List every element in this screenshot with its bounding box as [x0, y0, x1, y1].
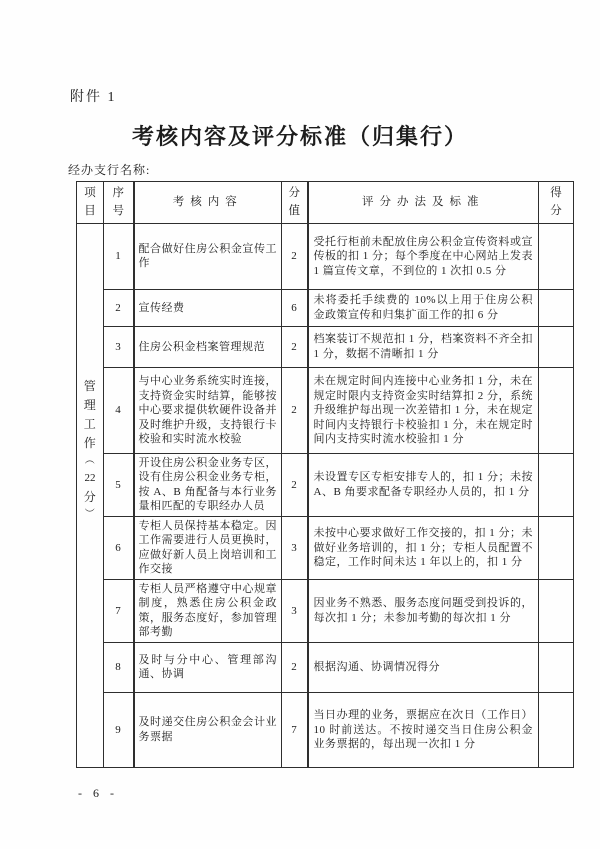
row-score: 7: [282, 692, 308, 767]
attachment-label: 附件 1: [70, 90, 117, 105]
category-cell-management: [77, 223, 104, 767]
row-points: [539, 453, 574, 516]
header-no: 序号: [104, 182, 134, 224]
row-no: 5: [104, 453, 134, 516]
row-content: 及时递交住房公积金会计业务票据: [134, 692, 282, 767]
assessment-table: [76, 181, 574, 768]
row-criteria: 未将委托手续费的 10%以上用于住房公积金政策宣传和归集扩面工作的扣 6 分: [308, 289, 539, 326]
header-content: 考核内容: [134, 182, 282, 224]
row-score: 2: [282, 453, 308, 516]
row-no: 4: [104, 367, 134, 453]
row-no: 7: [104, 579, 134, 642]
row-score: 2: [282, 642, 308, 692]
row-no: 3: [104, 326, 134, 367]
row-no: 6: [104, 516, 134, 579]
table-row: [77, 326, 574, 367]
row-points: [539, 289, 574, 326]
page-title: 考核内容及评分标准（归集行）: [131, 124, 468, 149]
row-score: 6: [282, 289, 308, 326]
row-no: 1: [104, 223, 134, 289]
row-criteria: 未设置专区专柜安排专人的，扣 1 分；未按 A、B 角要求配备专职经办人员的，扣 1 分: [308, 453, 539, 516]
row-criteria: 根据沟通、协调情况得分: [308, 642, 539, 692]
row-content: 配合做好住房公积金宣传工作: [134, 223, 282, 289]
row-content: 住房公积金档案管理规范: [134, 326, 282, 367]
row-content: 宣传经费: [134, 289, 282, 326]
row-criteria: 因业务不熟悉、服务态度问题受到投诉的，每次扣 1 分；未参加考勤的每次扣 1 分: [308, 579, 539, 642]
row-score: 2: [282, 326, 308, 367]
page-number: - 6 -: [78, 786, 118, 800]
row-no: 9: [104, 692, 134, 767]
table-row: [77, 367, 574, 453]
header-item: 项目: [77, 182, 104, 224]
row-content: 开设住房公积金业务专区，设有住房公积金业务专柜，按 A、B 角配备与本行业务量相匹配的专职经办人员: [134, 453, 282, 516]
table-row: [77, 223, 574, 289]
row-score: 2: [282, 223, 308, 289]
row-points: [539, 516, 574, 579]
table-row: [77, 516, 574, 579]
row-criteria: 受托行柜前未配放住房公积金宣传资料或宣传板的扣 1 分；每个季度在中心网站上发表 1 篇宣传文章，不到位的 1 次扣 0.5 分: [308, 223, 539, 289]
row-criteria: 当日办理的业务，票据应在次日（工作日）10 时前送达。不按时递交当日住房公积金业务票据的，每出现一次扣 1 分: [308, 692, 539, 767]
row-criteria: 未按中心要求做好工作交接的，扣 1 分；未做好业务培训的，扣 1 分；专柜人员配置不稳定，工作时间未达 1 年以上的，扣 1 分: [308, 516, 539, 579]
header-criteria: 评分办法及标准: [308, 182, 539, 224]
row-score: 3: [282, 516, 308, 579]
row-no: 8: [104, 642, 134, 692]
row-points: [539, 367, 574, 453]
row-criteria: 未在规定时间内连接中心业务扣 1 分，未在规定时限内支持资金实时结算扣 2 分，系统升级维护每出现一次差错扣 1 分，未在规定时间内支持银行卡校验扣 1 分，未在规定时间内支持实时流水校验扣 1 分: [308, 367, 539, 453]
row-content: 与中心业务系统实时连接，支持资金实时结算，能够按中心要求提供软硬件设备并及时维护升级，支持银行卡校验和实时流水校验: [134, 367, 282, 453]
table-row: [77, 289, 574, 326]
table-row: [77, 642, 574, 692]
table-row: [77, 579, 574, 642]
table-row: [77, 692, 574, 767]
row-points: [539, 223, 574, 289]
row-points: [539, 579, 574, 642]
header-points: 得分: [539, 182, 574, 224]
row-content: 专柜人员严格遵守中心规章制度，熟悉住房公积金政策，服务态度好，参加管理部考勤: [134, 579, 282, 642]
table-header-row: [77, 182, 574, 224]
row-points: [539, 642, 574, 692]
table-row: [77, 453, 574, 516]
row-score: 3: [282, 579, 308, 642]
row-criteria: 档案装订不规范扣 1 分，档案资料不齐全扣 1 分，数据不清晰扣 1 分: [308, 326, 539, 367]
row-content: 专柜人员保持基本稳定。因工作需要进行人员更换时，应做好新人员上岗培训和工作交接: [134, 516, 282, 579]
row-points: [539, 692, 574, 767]
row-points: [539, 326, 574, 367]
row-score: 2: [282, 367, 308, 453]
header-score: 分值: [282, 182, 308, 224]
category-vertical-label: 管 理 工 作 ︵ 22 分 ︶: [83, 379, 97, 521]
branch-name-label: 经办支行名称:: [68, 163, 151, 177]
row-no: 2: [104, 289, 134, 326]
row-content: 及时与分中心、管理部沟通、协调: [134, 642, 282, 692]
